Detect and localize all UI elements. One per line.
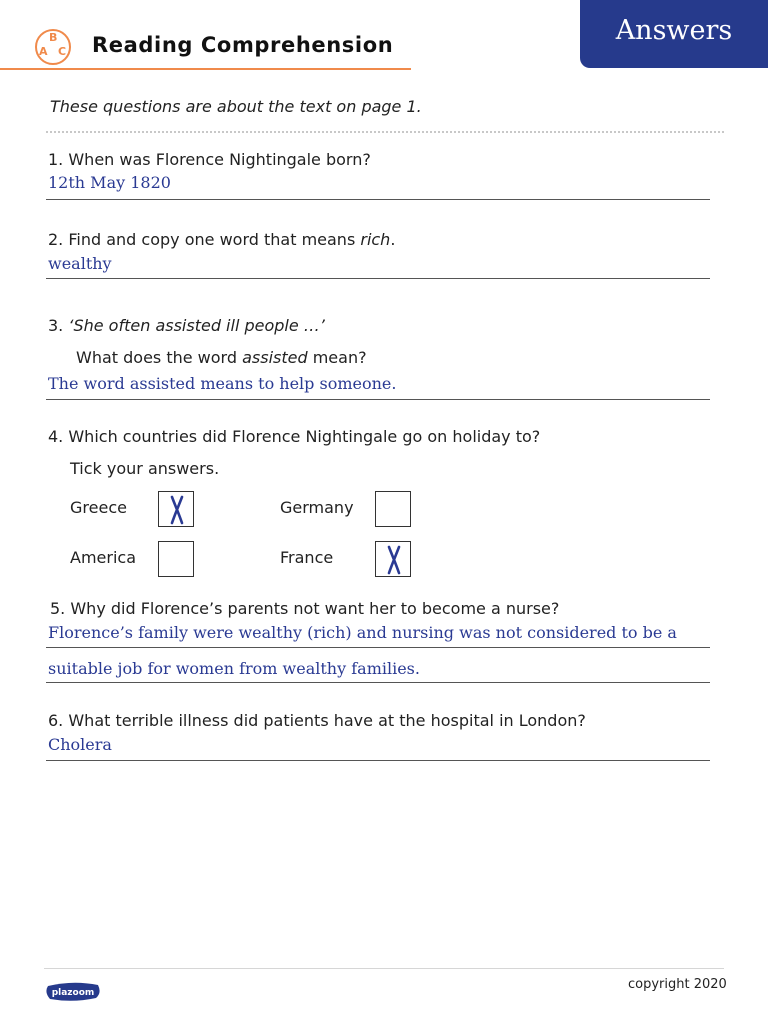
question-text: Why did Florence’s parents not want her to become a nurse? <box>70 599 560 618</box>
option-label: America <box>70 548 136 567</box>
question-number: 4. <box>48 427 64 446</box>
answer-1: 12th May 1820 <box>48 173 171 192</box>
question-text: Find and copy one word that means <box>68 230 361 249</box>
question-3 <box>48 316 325 335</box>
answer-3: The word assisted means to help someone. <box>48 374 397 393</box>
america-checkbox[interactable] <box>158 541 194 577</box>
footer-divider <box>44 968 724 969</box>
answer-2: wealthy <box>48 254 112 273</box>
question-emphasis: assisted <box>242 348 308 367</box>
question-quote: ‘She often assisted ill people …’ <box>68 316 325 335</box>
question-text: Which countries did Florence Nightingale go on holiday to? <box>68 427 541 446</box>
svg-text:A: A <box>39 45 48 58</box>
question-3-text <box>76 348 367 367</box>
answer-6: Cholera <box>48 735 112 754</box>
question-emphasis: rich <box>360 230 391 249</box>
question-text-end: . <box>390 230 396 249</box>
question-number: 1. <box>48 150 64 169</box>
question-1 <box>48 150 371 169</box>
tick-cross-icon <box>159 492 195 528</box>
question-number: 5. <box>50 599 66 618</box>
answer-line <box>46 199 710 200</box>
tick-instruction: Tick your answers. <box>70 459 220 478</box>
question-6 <box>48 711 586 730</box>
question-number: 2. <box>48 230 64 249</box>
answers-tab: Answers <box>580 0 768 68</box>
option-label: Greece <box>70 498 127 517</box>
greece-checkbox[interactable] <box>158 491 194 527</box>
option-label: France <box>280 548 334 567</box>
tick-cross-icon <box>376 542 412 578</box>
answer-line <box>46 682 710 683</box>
svg-text:B: B <box>49 31 58 44</box>
answer-5-line-1: Florence’s family were wealthy (rich) and nursing was not considered to be a <box>48 623 677 642</box>
title-underline <box>0 68 411 70</box>
page-title: Reading Comprehension <box>92 33 394 57</box>
question-text-end: mean? <box>307 348 367 367</box>
dotted-divider <box>46 131 724 133</box>
question-5 <box>50 599 559 618</box>
question-4 <box>48 427 540 446</box>
svg-text:C: C <box>58 45 67 58</box>
question-number: 3. <box>48 316 64 335</box>
abc-logo <box>32 26 76 66</box>
germany-checkbox[interactable] <box>375 491 411 527</box>
france-checkbox[interactable] <box>375 541 411 577</box>
option-label: Germany <box>280 498 354 517</box>
answer-line <box>46 760 710 761</box>
question-number: 6. <box>48 711 64 730</box>
question-text: When was Florence Nightingale born? <box>68 150 371 169</box>
question-2 <box>48 230 395 249</box>
plazoom-logo <box>44 980 102 1002</box>
copyright-text: copyright 2020 <box>628 977 727 992</box>
answer-line <box>46 399 710 400</box>
answer-line <box>46 278 710 279</box>
intro-text: These questions are about the text on page 1. <box>50 97 422 116</box>
answer-5-line-2: suitable job for women from wealthy families. <box>48 659 420 678</box>
question-text: What does the word <box>76 348 243 367</box>
answer-line <box>46 647 710 648</box>
question-text: What terrible illness did patients have at the hospital in London? <box>68 711 586 730</box>
svg-text:plazoom: plazoom <box>51 988 95 998</box>
